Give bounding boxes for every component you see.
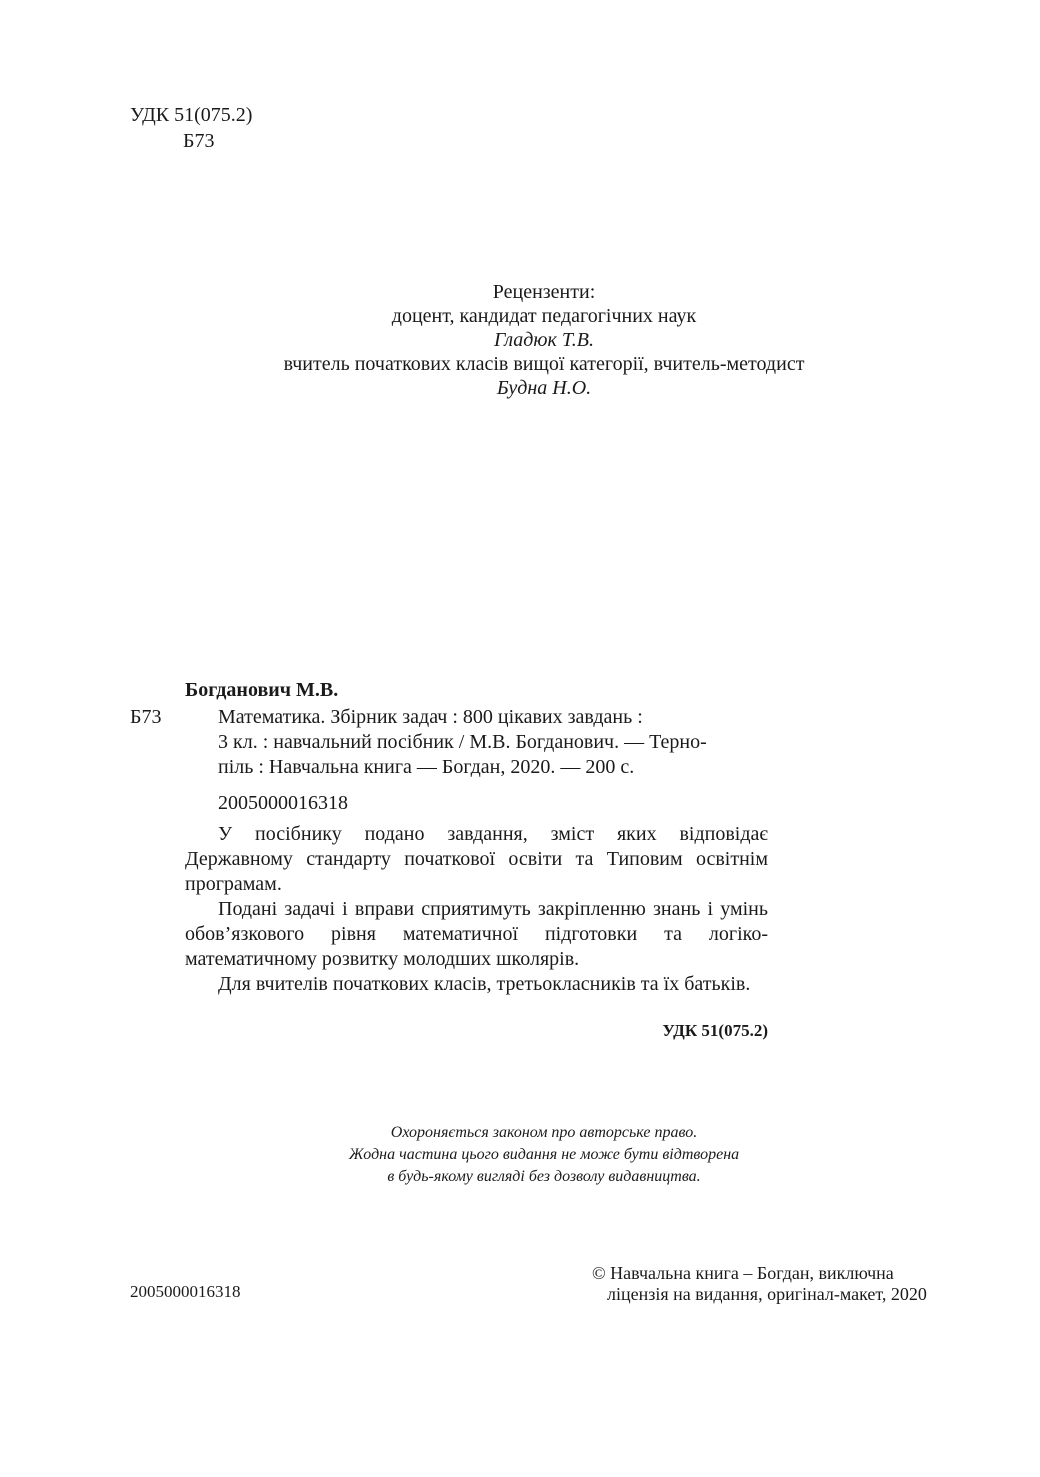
legal-line: Жодна частина цього видання не може бути відтворена [348,1146,740,1163]
author-name: Богданович М.В. [185,679,339,701]
legal-line: в будь-якому вигляді без дозволу видавництва. [387,1168,701,1185]
reviewer-2-name: Будна Н.О. [496,377,592,399]
isbn-number: 2005000016318 [218,792,348,814]
annotation-block [185,822,768,997]
annotation-paragraph: У посібнику подано завдання, зміст яких відповідає Державному стандарту початкової освіти та Типовим освітнім програмам. [185,823,768,895]
copyright-notice [0,1122,1040,1188]
reviewers-block [0,280,1040,400]
reviewer-2-position: вчитель початкових класів вищої категорії, вчитель-методист [283,353,805,375]
udk-classification: УДК 51(075.2) [130,104,253,126]
bibliographic-code: Б73 [130,706,162,728]
copyright-line: ліцензія на видання, оригінал-макет, 2020 [607,1284,927,1304]
legal-line: Охороняється законом про авторське право. [390,1124,698,1141]
barcode-number: 2005000016318 [130,1282,241,1301]
reviewers-heading: Рецензенти: [492,281,596,303]
copyright-line: © Навчальна книга – Богдан, виключна [592,1263,894,1283]
bib-line: Математика. Збірник задач : 800 цікавих завдань : [218,706,643,728]
reviewer-1-position: доцент, кандидат педагогічних наук [391,305,697,327]
udk-annotation: УДК 51(075.2) [662,1021,768,1040]
annotation-paragraph: Для вчителів початкових класів, третьокласників та їх батьків. [218,973,751,995]
bibliographic-description [218,705,707,780]
reviewer-1-name: Гладюк Т.В. [494,329,594,351]
library-code: Б73 [183,130,215,152]
publisher-copyright [592,1263,927,1305]
bib-line: 3 кл. : навчальний посібник / М.В. Богданович. — Терно- [218,731,707,753]
bib-line: піль : Навчальна книга — Богдан, 2020. — 200 с. [218,756,635,778]
annotation-paragraph: Подані задачі і вправи сприятимуть закріпленню знань і умінь обов’язкового рівня математичної підготовки та логіко-математичному розвитку молодших школярів. [185,898,768,970]
